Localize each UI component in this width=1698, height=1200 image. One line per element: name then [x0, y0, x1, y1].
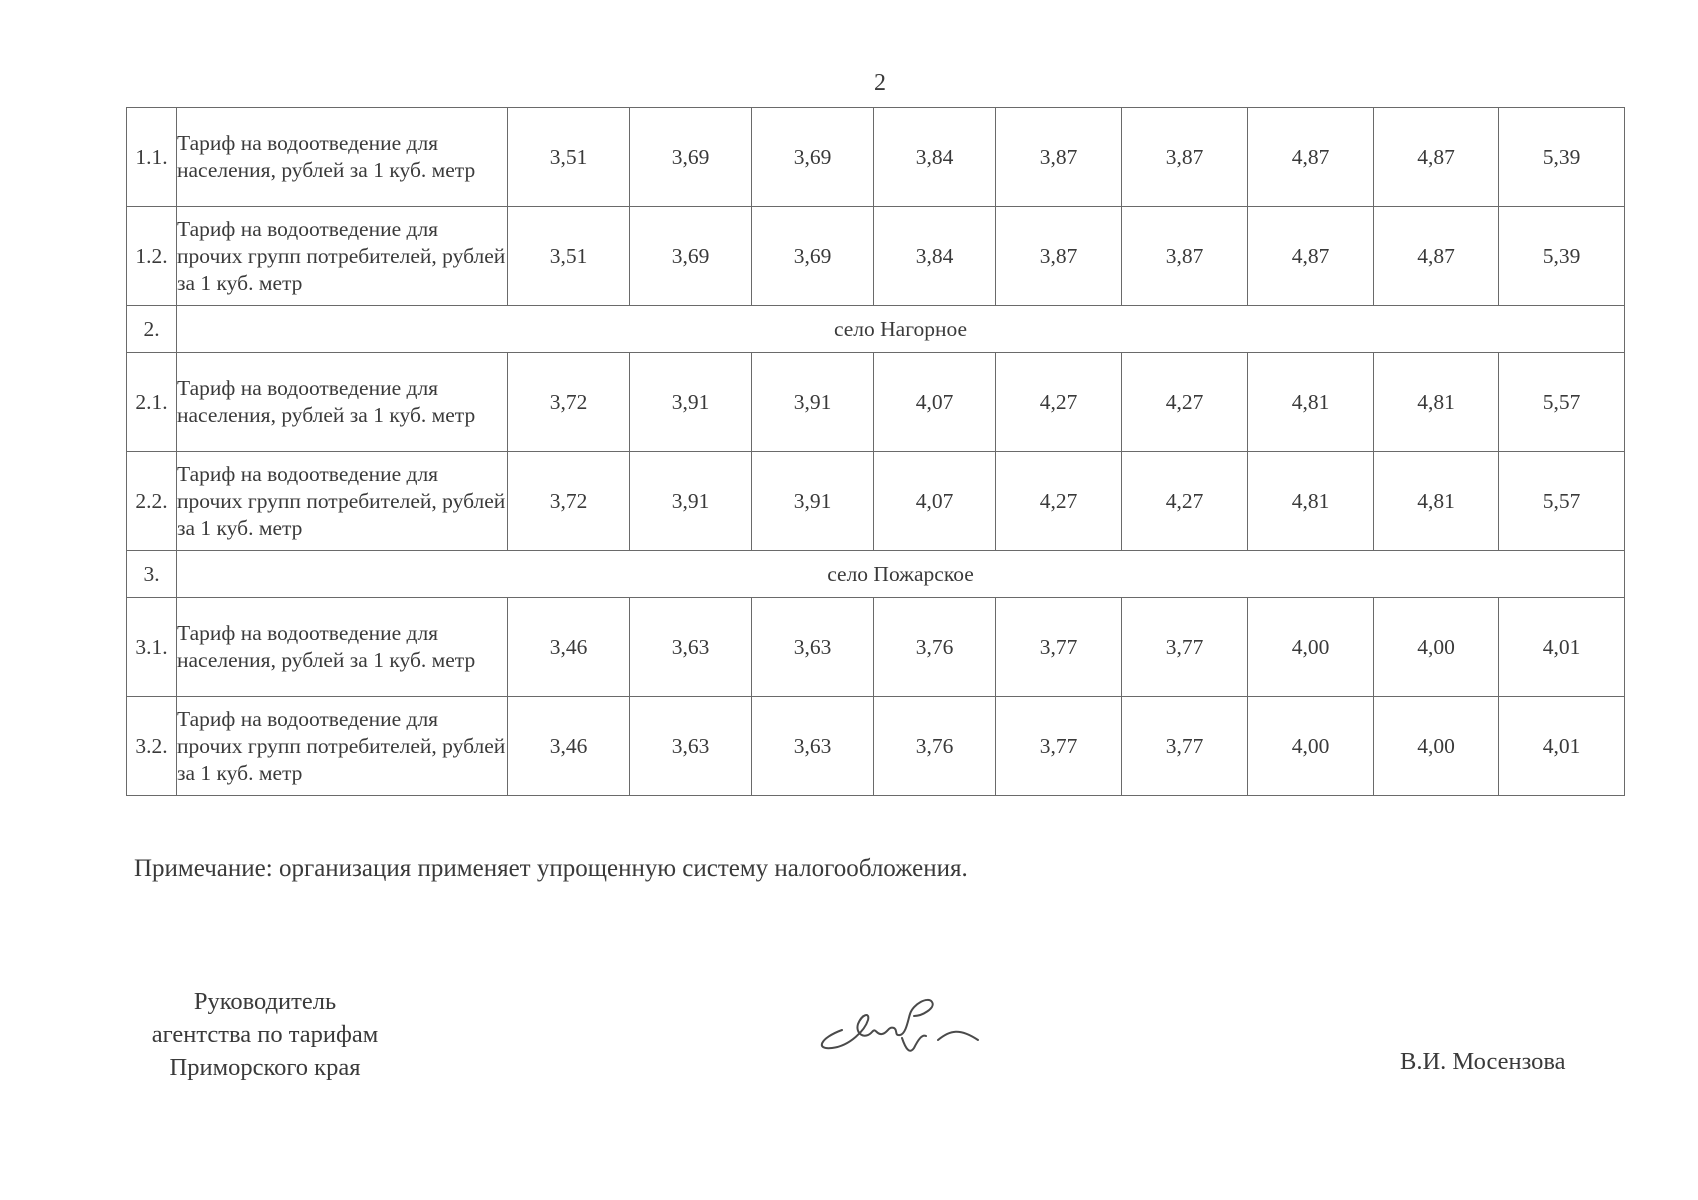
tariff-value: 4,87 [1248, 207, 1374, 306]
tariff-value: 4,27 [1122, 353, 1248, 452]
row-number: 1.2. [127, 207, 177, 306]
signer-title-line: агентства по тарифам [151, 1021, 379, 1048]
tariff-value: 4,07 [874, 452, 996, 551]
tariff-value: 5,39 [1499, 207, 1625, 306]
table-row [127, 452, 1625, 551]
signer-title [130, 985, 400, 1084]
tariff-value: 3,63 [752, 697, 874, 796]
tariff-value: 3,77 [1122, 697, 1248, 796]
tariff-value: 3,91 [752, 353, 874, 452]
row-number: 2.2. [127, 452, 177, 551]
tariff-value: 5,57 [1499, 353, 1625, 452]
table-row [127, 598, 1625, 697]
tariff-value: 3,46 [508, 598, 630, 697]
tariff-value: 4,07 [874, 353, 996, 452]
tariff-value: 3,87 [996, 207, 1122, 306]
tariff-value: 3,72 [508, 353, 630, 452]
tariff-value: 3,87 [1122, 108, 1248, 207]
tariff-value: 4,87 [1374, 207, 1499, 306]
tariff-value: 3,87 [1122, 207, 1248, 306]
locality-name: село Нагорное [177, 306, 1625, 353]
tariff-value: 3,72 [508, 452, 630, 551]
tariff-description: Тариф на водоотведение для населения, рублей за 1 куб. метр [177, 108, 508, 207]
page-number: 2 [874, 70, 886, 96]
tariff-value: 3,87 [996, 108, 1122, 207]
tariff-value: 3,69 [630, 207, 752, 306]
tariff-value: 4,87 [1374, 108, 1499, 207]
tariff-value: 3,77 [996, 697, 1122, 796]
table-row [127, 108, 1625, 207]
row-number: 3. [127, 551, 177, 598]
tariff-value: 3,51 [508, 207, 630, 306]
tariff-value: 3,76 [874, 598, 996, 697]
signer-title-line: Руководитель [193, 988, 337, 1015]
tariff-description: Тариф на водоотведение для прочих групп потребителей, рублей за 1 куб. метр [177, 207, 508, 306]
tariff-value: 3,63 [630, 697, 752, 796]
tariff-value: 4,81 [1248, 452, 1374, 551]
locality-name: село Пожарское [177, 551, 1625, 598]
tariff-value: 3,91 [752, 452, 874, 551]
tariff-value: 3,69 [752, 207, 874, 306]
tariff-value: 4,01 [1499, 697, 1625, 796]
tariff-value: 3,63 [752, 598, 874, 697]
note-text: Примечание: организация применяет упрощенную систему налогообложения. [134, 855, 968, 882]
tariff-value: 5,39 [1499, 108, 1625, 207]
tariff-value: 3,51 [508, 108, 630, 207]
signer-name: В.И. Мосензова [1400, 1048, 1566, 1075]
tariff-value: 4,00 [1248, 598, 1374, 697]
tariff-value: 3,76 [874, 697, 996, 796]
tariff-value: 4,00 [1374, 598, 1499, 697]
tariff-value: 4,00 [1374, 697, 1499, 796]
tariff-value: 4,87 [1248, 108, 1374, 207]
tariff-value: 4,27 [996, 452, 1122, 551]
table-row [127, 207, 1625, 306]
row-number: 2.1. [127, 353, 177, 452]
signer-title-line: Приморского края [169, 1054, 361, 1081]
tariff-value: 4,01 [1499, 598, 1625, 697]
tariff-value: 5,57 [1499, 452, 1625, 551]
tariff-value: 3,69 [752, 108, 874, 207]
tariff-value: 4,27 [1122, 452, 1248, 551]
tariff-value: 4,81 [1374, 353, 1499, 452]
tariff-value: 3,84 [874, 207, 996, 306]
tariff-description: Тариф на водоотведение для населения, рублей за 1 куб. метр [177, 353, 508, 452]
row-number: 3.2. [127, 697, 177, 796]
tariff-value: 4,81 [1374, 452, 1499, 551]
row-number: 3.1. [127, 598, 177, 697]
tariff-value: 4,00 [1248, 697, 1374, 796]
row-number: 1.1. [127, 108, 177, 207]
tariff-value: 3,77 [996, 598, 1122, 697]
locality-row [127, 306, 1625, 353]
tariff-value: 4,81 [1248, 353, 1374, 452]
tariff-description: Тариф на водоотведение для прочих групп потребителей, рублей за 1 куб. метр [177, 452, 508, 551]
tariff-value: 3,91 [630, 353, 752, 452]
tariff-description: Тариф на водоотведение для прочих групп потребителей, рублей за 1 куб. метр [177, 697, 508, 796]
handwritten-signature-icon [810, 990, 1000, 1060]
tariff-description: Тариф на водоотведение для населения, рублей за 1 куб. метр [177, 598, 508, 697]
tariff-value: 3,63 [630, 598, 752, 697]
tariff-value: 3,91 [630, 452, 752, 551]
tariff-value: 3,46 [508, 697, 630, 796]
table-row [127, 697, 1625, 796]
tariff-value: 4,27 [996, 353, 1122, 452]
tariff-table-body [127, 108, 1625, 796]
locality-row [127, 551, 1625, 598]
tariff-value: 3,69 [630, 108, 752, 207]
row-number: 2. [127, 306, 177, 353]
tariff-value: 3,77 [1122, 598, 1248, 697]
tariff-value: 3,84 [874, 108, 996, 207]
table-row [127, 353, 1625, 452]
tariff-table [126, 107, 1625, 796]
